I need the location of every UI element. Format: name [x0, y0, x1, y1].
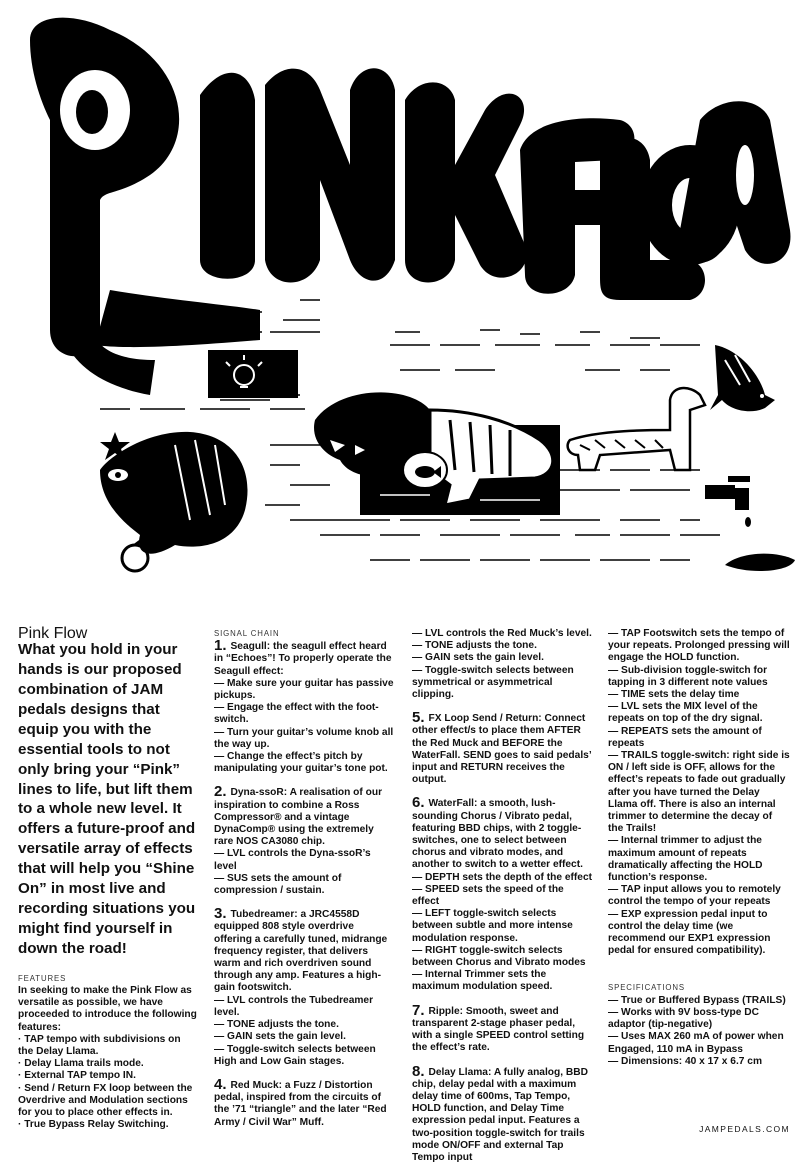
- item-line: — Engage the effect with the foot-switch.: [214, 702, 379, 726]
- signal-chain-item-red-muck: [214, 1075, 394, 1129]
- delay-llama-specs-column: [608, 628, 790, 1068]
- signal-chain-column-2: [412, 628, 592, 1175]
- signal-chain-item-red-muck-controls: [412, 628, 592, 701]
- llama-icon: [568, 388, 705, 470]
- signal-chain-column-1: [214, 628, 394, 1140]
- item-line: — DEPTH sets the depth of the effect: [412, 871, 592, 883]
- raccoon-on-unicycle-icon: [100, 432, 248, 571]
- item-line: — TRAILS toggle-switch: right side is ON / left side is OFF, allows for the effect’s repeats to fade out gradually after you have turned the Delay Llama off. There is also an internal trimmer to determine the decay of the Trails!: [608, 750, 790, 835]
- item-head: FX Loop Send / Return: Connect other effect/s to place them AFTER the Red Muck and BEFORE the WaterFall. SEND goes to said pedals’ input and RETURN receives the output.: [412, 713, 592, 786]
- intro-title: Pink Flow: [18, 625, 88, 642]
- signal-chain-item-waterfall: [412, 794, 592, 993]
- item-line: — LEFT toggle-switch selects between subtle and more intense modulation response.: [412, 908, 573, 944]
- feature-item: · External TAP tempo IN.: [18, 1070, 136, 1082]
- item-head: Ripple: Smooth, sweet and transparent 2-stage phaser pedal, with a single SPEED control setting the effect’s rate.: [412, 1005, 585, 1054]
- item-line: — Turn your guitar’s volume knob all the way up.: [214, 726, 394, 750]
- spec-item: — Works with 9V boss-type DC adaptor (tip-negative): [608, 1006, 759, 1031]
- item-number: 3.: [214, 905, 227, 923]
- item-number: 5.: [412, 709, 425, 727]
- signal-chain-item-dynassor: [214, 783, 394, 897]
- signal-chain-item-delay-llama: [412, 1062, 592, 1165]
- intro-body: What you hold in your hands is our proposed combination of JAM pedals designs that equip you with the essential tools to not only bring your “Pink” lines to life, but lift them to a whole new level. It offers a future-proof and versatile array of effects that will help you “Shine On” in most live and recording situations you might find yourself in down the road!: [18, 641, 196, 957]
- pink-flow-logo: [30, 18, 790, 395]
- spec-item: — Dimensions: 40 x 17 x 6.7 cm: [608, 1055, 763, 1067]
- item-line: — Internal Trimmer sets the maximum modulation speed.: [412, 969, 553, 993]
- item-line: — TIME sets the delay time: [608, 689, 740, 701]
- item-line: — Make sure your guitar has passive pickups.: [214, 677, 394, 702]
- item-line: — TAP input allows you to remotely control the tempo of your repeats: [608, 884, 781, 908]
- feature-item: · True Bypass Relay Switching.: [18, 1119, 169, 1131]
- feature-item: · TAP tempo with subdivisions on the Delay Llama.: [18, 1033, 181, 1057]
- item-line: — GAIN sets the gain level.: [412, 652, 544, 664]
- signal-chain-item-seagull: [214, 637, 394, 775]
- item-head: WaterFall: a smooth, lush-sounding Chorus / Vibrato pedal, featuring BBD chips, with 2 toggle-switches, one to select between chorus and vibrato modes, and another to switch to a wetter effect.: [412, 798, 583, 871]
- item-head: Seagull: the seagull effect heard in “Echoes”! To properly operate the Seagull effect:: [214, 641, 392, 677]
- item-line: — LVL controls the Tubedreamer level.: [214, 994, 374, 1018]
- signal-chain-item-tubedreamer: [214, 905, 394, 1068]
- signal-chain-label: SIGNAL CHAIN: [214, 629, 280, 638]
- item-line: — TONE adjusts the tone.: [412, 640, 537, 652]
- item-number: 4.: [214, 1075, 227, 1093]
- item-head: Red Muck: a Fuzz / Distortion pedal, inspired from the circuits of the ’71 “triangle” and the later “Red Army / Civil War” Muff.: [214, 1079, 387, 1128]
- item-line: — RIGHT toggle-switch selects between Chorus and Vibrato modes: [412, 944, 586, 969]
- item-head: Dyna-ssoR: A realisation of our inspiration to combine a Ross Compressor® and a vintage DynaComp® using the extremely rare NOS CA3080 chip.: [214, 787, 383, 848]
- item-number: 7.: [412, 1001, 425, 1019]
- item-line: — Sub-division toggle-switch for tapping in 3 different note values: [608, 664, 768, 688]
- item-line: — LVL sets the MIX level of the repeats on top of the dry signal.: [608, 701, 763, 725]
- item-line: — REPEATS sets the amount of repeats: [608, 725, 762, 749]
- seagull-icon: [710, 345, 775, 411]
- item-number: 2.: [214, 783, 227, 801]
- item-line: — LVL controls the Dyna-ssoR’s level: [214, 848, 371, 872]
- website-link[interactable]: JAMPEDALS.COM: [699, 1124, 790, 1134]
- item-number: 8.: [412, 1062, 425, 1080]
- item-line: — Internal trimmer to adjust the maximum amount of repeats dramatically affecting the HOLD function’s response.: [608, 835, 763, 884]
- item-line: — EXP expression pedal input to control the delay time (we recommend our EXP1 expression pedal for ensured compatibility).: [608, 908, 771, 957]
- item-line: — TAP Footswitch sets the tempo of your repeats. Prolonged pressing will engage the HOLD function.: [608, 628, 790, 664]
- signal-chain-item-ripple: [412, 1001, 592, 1055]
- water-tap-icon: [705, 476, 795, 571]
- features-label: FEATURES: [18, 973, 67, 983]
- item-line: — Toggle-switch selects between symmetrical or asymmetrical clipping.: [412, 664, 574, 701]
- feature-item: · Send / Return FX loop between the Overdrive and Modulation sections for you to place other effects in.: [18, 1082, 193, 1118]
- item-line: — Change the effect’s pitch by manipulating your guitar’s tone pot.: [214, 751, 388, 775]
- feature-item: · Delay Llama trails mode.: [18, 1058, 144, 1070]
- signal-chain-item-fx-loop: [412, 709, 592, 786]
- intro-column: [18, 625, 198, 1131]
- item-head: Tubedreamer: a JRC4558D equipped 808 style overdrive offering a carefully tuned, midrange frequency register, that delivers warm and rich overdriven sound through any amp. Features a high-gain footswitch.: [214, 909, 388, 994]
- item-head: Delay Llama: A fully analog, BBD chip, delay pedal with a maximum delay time of 600ms, Tap Tempo, HOLD function, and Delay Time expression pedal input. Features a two-position toggle-switch for trails mode ON/OFF and external Tap Tempo input: [412, 1066, 588, 1163]
- spec-item: — Uses MAX 260 mA of power when Engaged, 110 mA in Bypass: [608, 1031, 784, 1055]
- item-line: — SPEED sets the speed of the effect: [412, 883, 564, 908]
- item-line: — GAIN sets the gain level.: [214, 1031, 346, 1043]
- item-line: — LVL controls the Red Muck’s level.: [412, 628, 592, 639]
- spec-item: — True or Buffered Bypass (TRAILS): [608, 994, 786, 1006]
- delay-llama-controls: [608, 628, 790, 957]
- features-lead: In seeking to make the Pink Flow as versatile as possible, we have proceeded to introduce the following features:: [18, 984, 197, 1033]
- item-number: 6.: [412, 794, 425, 812]
- item-number: 1.: [214, 637, 227, 655]
- item-line: — SUS sets the amount of compression / sustain.: [214, 872, 342, 897]
- specifications-label: SPECIFICATIONS: [608, 983, 686, 993]
- item-line: — Toggle-switch selects between High and Low Gain stages.: [214, 1043, 376, 1067]
- item-line: — TONE adjusts the tone.: [214, 1019, 339, 1031]
